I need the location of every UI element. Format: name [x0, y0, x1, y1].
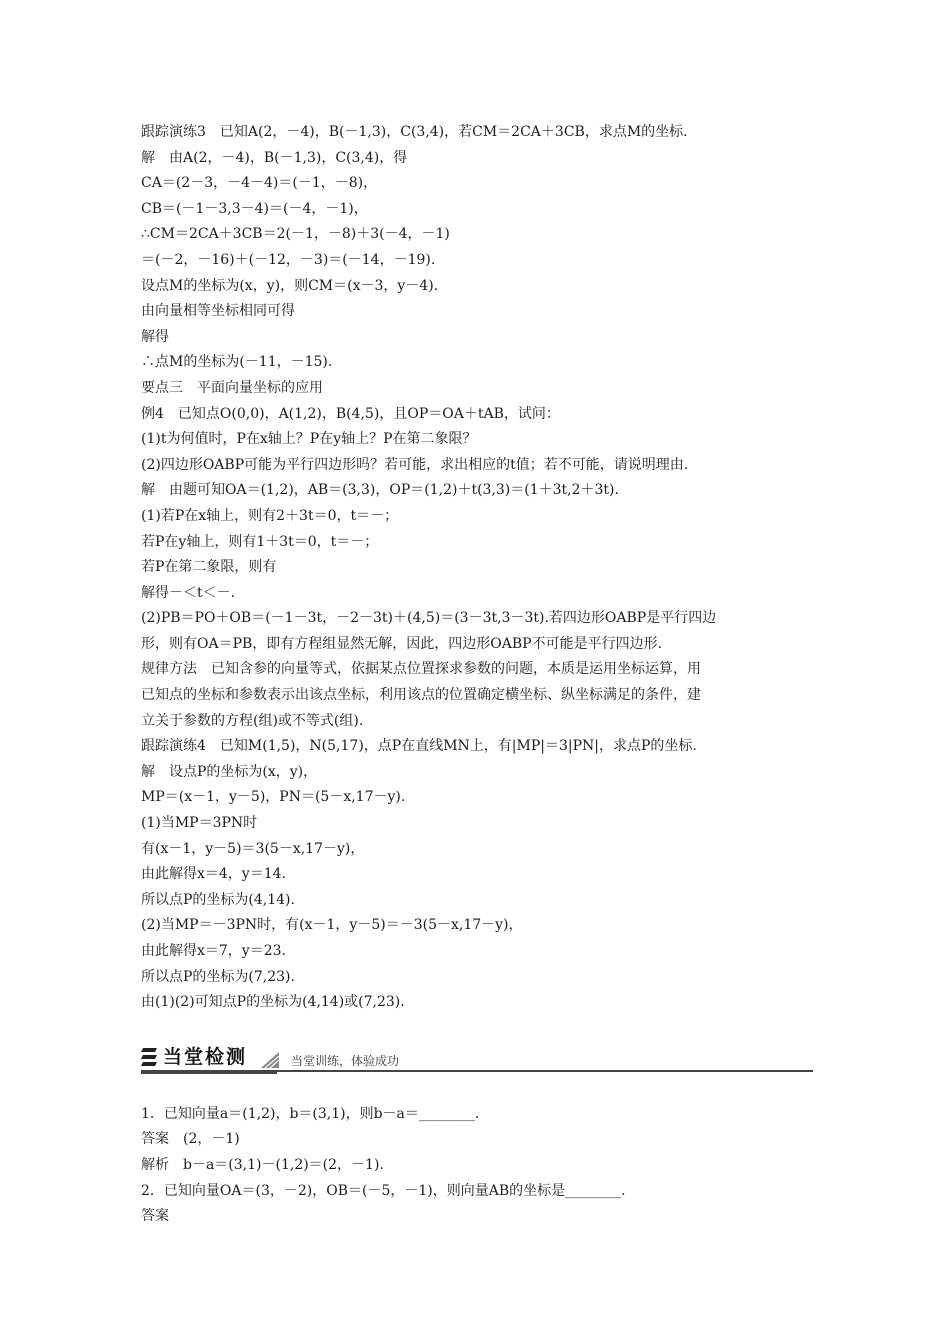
section-banner [141, 1038, 813, 1082]
text-line: 跟踪演练4 已知M(1,5)，N(5,17)，点P在直线MN上，有|MP|＝3|PN|，求点P的坐标. [141, 738, 697, 755]
text-line: 解得－＜t＜－. [141, 584, 236, 601]
exercise-line: 1．已知向量a＝(1,2)，b＝(3,1)，则b－a＝________. [141, 1105, 480, 1122]
triangle-deco-icon [261, 1052, 279, 1068]
text-line: 已知点的坐标和参数表示出该点坐标，利用该点的位置确定横坐标、纵坐标满足的条件，建 [141, 687, 701, 704]
text-line: 若P在第二象限，则有 [141, 559, 277, 576]
text-line: (2)PB＝PO＋OB＝(－1－3t，－2－3t)＋(4,5)＝(3－3t,3－3t).若四边形OABP是平行四边 [141, 610, 717, 627]
stripes-icon [141, 1046, 157, 1068]
text-line: 例4 已知点O(0,0)，A(1,2)，B(4,5)，且OP＝OA＋tAB，试问： [141, 405, 560, 422]
text-line: ＝(－2，－16)＋(－12，－3)＝(－14，－19). [141, 251, 436, 268]
text-line: 由此解得x＝7，y＝23. [141, 943, 286, 959]
text-line: (2)当MP＝－3PN时，有(x－1，y－5)＝－3(5－x,17－y)， [141, 917, 523, 934]
text-line: MP＝(x－1，y－5)，PN＝(5－x,17－y). [141, 789, 406, 806]
text-line: 由(1)(2)可知点P的坐标为(4,14)或(7,23). [141, 994, 405, 1011]
text-line: 有(x－1，y－5)＝3(5－x,17－y)， [141, 840, 365, 857]
text-line: CB＝(－1－3,3－4)＝(－4，－1)， [141, 200, 368, 217]
exercise-text [141, 1102, 813, 1230]
text-line: 由此解得x＝4，y＝14. [141, 866, 286, 883]
text-line: (1)当MP＝3PN时 [141, 815, 258, 832]
text-line: 跟踪演练3 已知A(2，－4)，B(－1,3)，C(3,4)，若CM＝2CA＋3CB，求点M的坐标. [141, 124, 688, 140]
text-line: (1)t为何值时，P在x轴上？P在y轴上？P在第二象限？ [141, 431, 477, 448]
text-line: 规律方法 已知含参的向量等式，依据某点位置探求参数的问题，本质是运用坐标运算，用 [141, 661, 701, 678]
text-line: 解得 [141, 328, 169, 345]
banner-title: 当堂检测 [163, 1045, 248, 1068]
text-line: 立关于参数的方程(组)或不等式(组). [141, 712, 364, 729]
text-line: (1)若P在x轴上，则有2＋3t＝0，t＝－； [141, 507, 399, 524]
exercise-line: 答案 [141, 1208, 169, 1225]
text-line: ∴点M的坐标为(－11，－15). [141, 354, 333, 371]
solution-text [141, 120, 813, 1016]
text-line: 所以点P的坐标为(4,14). [141, 891, 295, 908]
text-line: 解 由题可知OA＝(1,2)，AB＝(3,3)，OP＝(1,2)＋t(3,3)＝(1＋3t,2＋3t). [141, 482, 619, 499]
exercise-line: 2．已知向量OA＝(3，－2)，OB＝(－5，－1)，则向量AB的坐标是________. [141, 1182, 626, 1199]
text-line: 形，则有OA＝PB，即有方程组显然无解，因此，四边形OABP不可能是平行四边形. [141, 635, 663, 652]
text-line: CA＝(2－3，－4－4)＝(－1，－8)， [141, 175, 378, 192]
text-line: ∴CM＝2CA＋3CB＝2(－1，－8)＋3(－4，－1) [141, 226, 450, 243]
banner-rule-thick [141, 1072, 277, 1074]
exercise-line: 解析 b－a＝(3,1)－(1,2)＝(2，－1). [141, 1156, 384, 1173]
text-line: 解 由A(2，－4)，B(－1,3)，C(3,4)，得 [141, 149, 408, 166]
text-line: 解 设点P的坐标为(x，y)， [141, 763, 318, 780]
text-line: 要点三 平面向量坐标的应用 [141, 379, 323, 396]
exercise-line: 答案 (2，－1) [141, 1131, 240, 1148]
document-page [141, 120, 813, 1230]
text-line: 所以点P的坐标为(7,23). [141, 968, 295, 985]
text-line: 若P在y轴上，则有1＋3t＝0，t＝－； [141, 533, 379, 550]
text-line: 设点M的坐标为(x，y)，则CM＝(x－3，y－4). [141, 277, 439, 294]
text-line: (2)四边形OABP可能为平行四边形吗？若可能，求出相应的t值；若不可能，请说明理由. [141, 456, 689, 473]
text-line: 由向量相等坐标相同可得 [141, 303, 295, 320]
banner-subtitle: 当堂训练，体验成功 [291, 1053, 400, 1068]
